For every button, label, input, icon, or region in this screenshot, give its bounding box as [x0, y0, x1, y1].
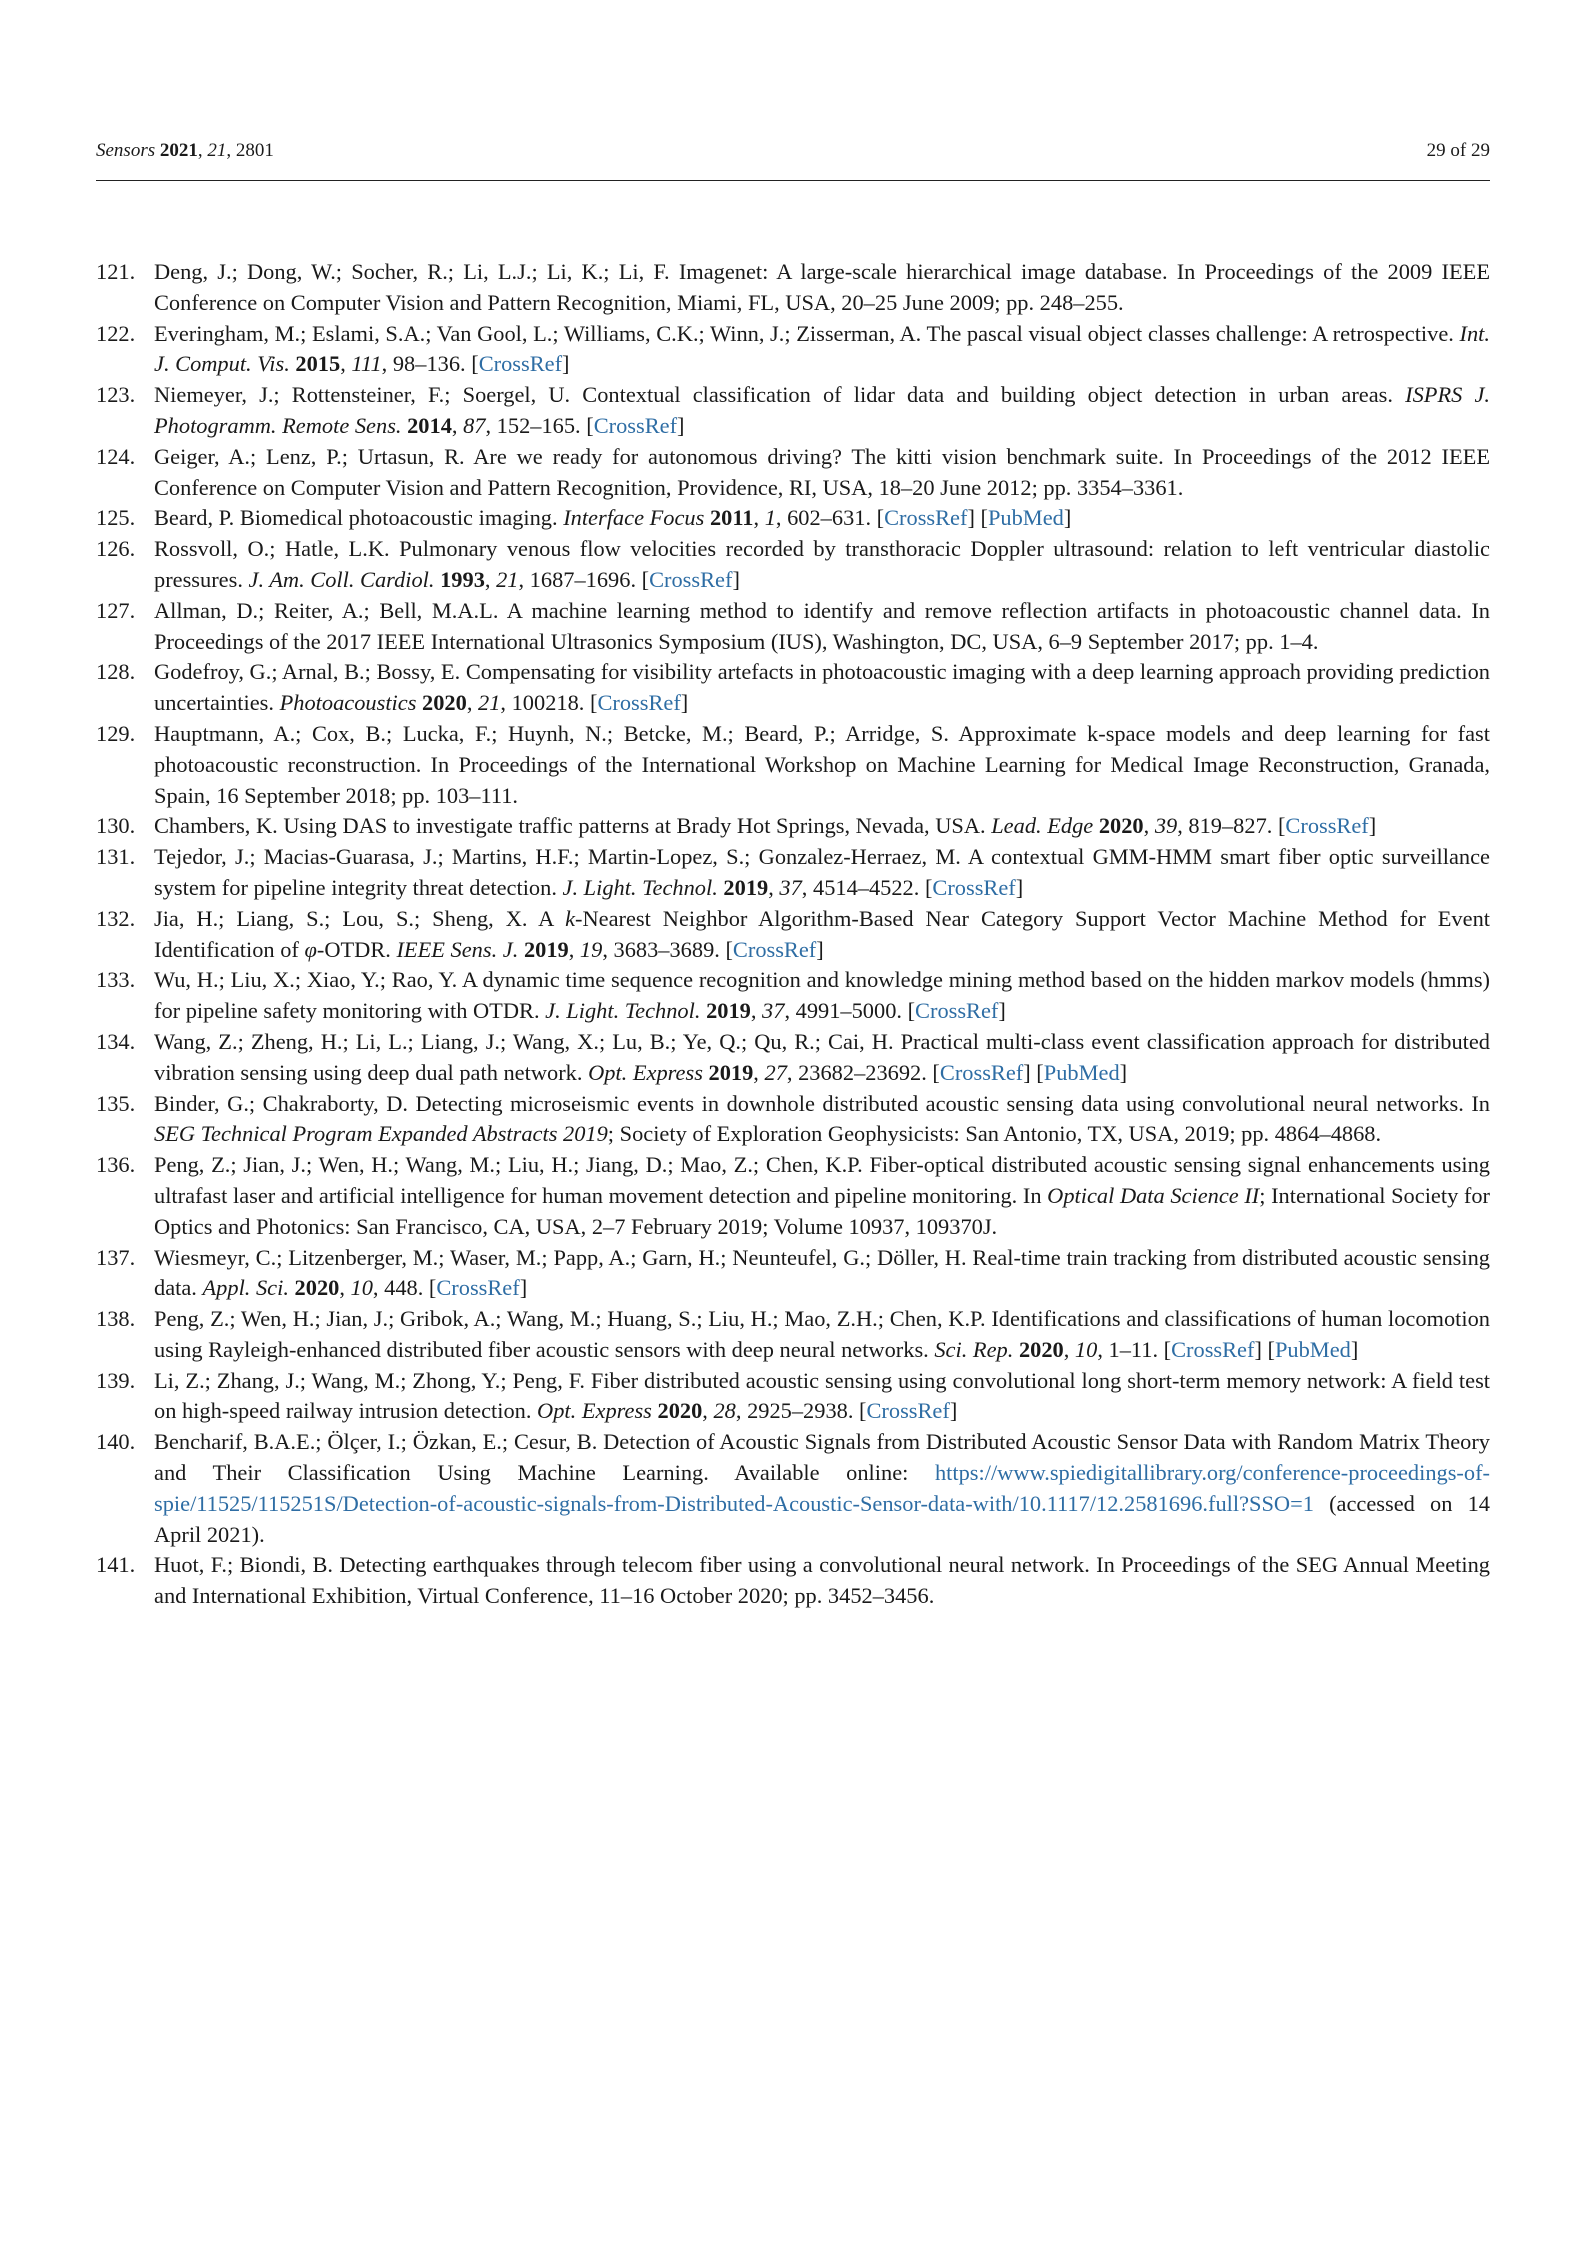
reference-item: [96, 719, 1490, 811]
reference-year: 2011: [709, 505, 754, 531]
reference-text: , 23682–23692. [: [786, 1059, 940, 1085]
reference-italic-text: 1: [764, 505, 776, 531]
reference-text: (accessed on 14 April 2021).: [154, 1490, 1490, 1547]
reference-text: ,: [568, 936, 580, 962]
reference-year: 2020: [294, 1275, 340, 1301]
reference-text: Peng, Z.; Wen, H.; Jian, J.; Gribok, A.; Wang, M.; Huang, S.; Liu, H.; Mao, Z.H.; Chen, K.P. Identifications and classifications of human locomotion using Rayleigh-enhanced distributed fiber acoustic sensors with deep neural networks.: [154, 1306, 1490, 1362]
crossref-link[interactable]: CrossRef: [478, 351, 563, 377]
reference-item: [96, 596, 1490, 658]
reference-italic-text: 37: [779, 874, 802, 900]
reference-number: 140.: [96, 1429, 136, 1455]
reference-number: 125.: [96, 505, 136, 531]
reference-italic-text: Opt. Express: [588, 1059, 703, 1085]
reference-text: ,: [1063, 1336, 1075, 1362]
reference-text: Hauptmann, A.; Cox, B.; Lucka, F.; Huynh, N.; Betcke, M.; Beard, P.; Arridge, S. Approximate k-space models and deep learning for fast photoacoustic reconstruction. In Proceedings of the International Workshop on Machine Learning for Medical Image Reconstruction, Granada, Spain, 16 September 2018; pp. 103–111.: [154, 720, 1490, 808]
reference-year: 1993: [440, 566, 485, 592]
page-header: [96, 136, 1490, 181]
reference-text: ,: [753, 505, 765, 531]
reference-item: [96, 965, 1490, 1027]
reference-text: , 1687–1696. [: [518, 566, 650, 592]
reference-text: ]: [680, 690, 689, 716]
reference-item: [96, 842, 1490, 904]
reference-text: -OTDR.: [316, 936, 397, 962]
reference-text: ,: [1143, 813, 1155, 839]
crossref-link[interactable]: CrossRef: [884, 505, 968, 531]
reference-italic-text: Int. J. Comput. Vis.: [154, 320, 1490, 377]
reference-number: 137.: [96, 1244, 136, 1270]
reference-item: [96, 657, 1490, 719]
reference-number: 135.: [96, 1090, 136, 1116]
reference-italic-text: 37: [762, 998, 785, 1024]
reference-text: Allman, D.; Reiter, A.; Bell, M.A.L. A machine learning method to identify and remove reflection artifacts in photoacoustic channel data. In Proceedings of the 2017 IEEE International Ultrasonics Symposium (IUS), Washington, DC, USA, 6–9 September 2017; pp. 1–4.: [154, 597, 1490, 654]
reference-text: Niemeyer, J.; Rottensteiner, F.; Soergel, U. Contextual classification of lidar data and building object detection in urban areas.: [154, 382, 1406, 408]
reference-text: ; Society of Exploration Geophysicists: San Antonio, TX, USA, 2019; pp. 4864–4868.: [607, 1121, 1382, 1147]
reference-number: 133.: [96, 967, 136, 993]
reference-text: Wu, H.; Liu, X.; Xiao, Y.; Rao, Y. A dynamic time sequence recognition and knowledge mining method based on the hidden markov models (hmms) for pipeline safety monitoring with OTDR.: [154, 967, 1490, 1024]
reference-italic-text: Appl. Sci.: [202, 1275, 289, 1301]
reference-item: [96, 1243, 1490, 1305]
reference-item: [96, 811, 1490, 842]
reference-item: [96, 1427, 1490, 1550]
reference-text: , 4991–5000. [: [784, 998, 916, 1024]
article-number: 2801: [235, 140, 274, 161]
reference-text: Wiesmeyr, C.; Litzenberger, M.; Waser, M.; Papp, A.; Garn, H.; Neunteufel, G.; Döller, H. Real-time train tracking from distributed acoustic sensing data.: [154, 1244, 1490, 1301]
reference-text: , 819–827. [: [1177, 813, 1286, 839]
reference-text: -Nearest Neighbor Algorithm-Based Near Category Support Vector Machine Method for Event Identification of: [154, 905, 1490, 962]
reference-text: ]: [732, 566, 740, 592]
reference-italic-text: 19: [579, 936, 603, 962]
reference-year: 2014: [407, 412, 452, 438]
reference-number: 124.: [96, 443, 136, 469]
reference-italic-text: 39: [1154, 813, 1178, 839]
journal-citation: Sensors 2021, 21, 2801: [96, 140, 274, 161]
reference-text: ,: [702, 1398, 714, 1424]
reference-number: 138.: [96, 1306, 136, 1332]
reference-text: ,: [768, 874, 780, 900]
reference-text: ]: [1063, 505, 1072, 531]
reference-number: 130.: [96, 813, 136, 839]
reference-text: Tejedor, J.; Macias-Guarasa, J.; Martins, H.F.; Martin-Lopez, S.; Gonzalez-Herraez, M. A contextual GMM-HMM smart fiber optic surveillance system for pipeline integrity threat detection.: [154, 844, 1490, 900]
reference-number: 121.: [96, 259, 136, 284]
reference-italic-text: 27: [764, 1059, 787, 1085]
pubmed-link[interactable]: PubMed: [987, 505, 1064, 531]
reference-text: ,: [451, 412, 464, 438]
reference-text: Peng, Z.; Jian, J.; Wen, H.; Wang, M.; Liu, H.; Jiang, D.; Mao, Z.; Chen, K.P. Fiber-optical distributed acoustic sensing signal enhancements using ultrafast laser and artificial intelligence for human movement detection and pipeline monitoring. In: [154, 1152, 1490, 1208]
reference-number: 131.: [96, 844, 136, 870]
reference-italic-text: k: [565, 905, 576, 931]
reference-text: ]: [677, 412, 685, 438]
reference-item: [96, 319, 1490, 381]
reference-text: ]: [519, 1275, 528, 1301]
crossref-link[interactable]: CrossRef: [932, 874, 1016, 900]
reference-italic-text: J. Light. Technol.: [562, 874, 718, 900]
reference-text: , 4514–4522. [: [801, 874, 933, 900]
reference-text: ,: [466, 690, 479, 716]
crossref-link[interactable]: CrossRef: [1171, 1336, 1255, 1362]
reference-text: , 98–136. [: [381, 351, 479, 377]
reference-text: ] [: [1254, 1336, 1275, 1362]
reference-text: ]: [562, 351, 570, 377]
reference-italic-text: 21: [478, 690, 501, 716]
reference-text: Wang, Z.; Zheng, H.; Li, L.; Liang, J.; Wang, X.; Lu, B.; Ye, Q.; Qu, R.; Cai, H. Practical multi-class event classification approach for distributed vibration sensing using deep dual path network.: [154, 1028, 1490, 1085]
crossref-link[interactable]: CrossRef: [593, 412, 678, 438]
reference-italic-text: Optical Data Science II: [1047, 1182, 1260, 1208]
reference-text: Li, Z.; Zhang, J.; Wang, M.; Zhong, Y.; Peng, F. Fiber distributed acoustic sensing using convolutional long short-term memory network: A field test on high-speed railway intrusion detection.: [154, 1367, 1490, 1424]
reference-number: 128.: [96, 659, 136, 685]
reference-italic-text: Opt. Express: [537, 1398, 652, 1424]
reference-text: ]: [1119, 1059, 1128, 1085]
reference-text: Godefroy, G.; Arnal, B.; Bossy, E. Compensating for visibility artefacts in photoacoustic imaging with a deep learning approach providing prediction uncertainties.: [154, 659, 1490, 716]
reference-year: 2019: [523, 936, 569, 962]
reference-italic-text: 28: [713, 1398, 736, 1424]
reference-number: 126.: [96, 536, 136, 562]
reference-item: [96, 904, 1490, 966]
reference-year: 2019: [708, 1059, 754, 1085]
reference-text: ] [: [967, 505, 988, 531]
reference-italic-text: φ: [304, 936, 317, 962]
crossref-link[interactable]: CrossRef: [649, 566, 733, 592]
crossref-link[interactable]: CrossRef: [939, 1059, 1024, 1085]
reference-number: 139.: [96, 1367, 136, 1393]
reference-number: 134.: [96, 1028, 136, 1054]
reference-italic-text: Photoacoustics: [279, 690, 417, 716]
reference-text: Huot, F.; Biondi, B. Detecting earthquakes through telecom fiber using a convolutional neural network. In Proceedings of the SEG Annual Meeting and International Exhibition, Virtual Conference, 11–16 October 2020; pp. 3452–3456.: [154, 1552, 1490, 1609]
reference-text: , 1–11. [: [1097, 1336, 1172, 1362]
reference-text: ]: [1350, 1336, 1359, 1362]
reference-item: [96, 1550, 1490, 1612]
reference-text: Bencharif, B.A.E.; Ölçer, I.; Özkan, E.; Cesur, B. Detection of Acoustic Signals from Distributed Acoustic Sensor Data with Random Matrix Theory and Their Classification Using Machine Learning. Available online:: [154, 1429, 1490, 1486]
reference-text: Beard, P. Biomedical photoacoustic imaging.: [154, 505, 564, 531]
reference-text: , 602–631. [: [775, 505, 885, 531]
reference-number: 136.: [96, 1152, 136, 1178]
reference-italic-text: ISPRS J. Photogramm. Remote Sens.: [154, 382, 1490, 438]
reference-text: ,: [750, 998, 763, 1024]
reference-italic-text: Lead. Edge: [991, 813, 1094, 839]
reference-year: 2020: [657, 1398, 703, 1424]
reference-italic-text: 21: [496, 566, 519, 592]
reference-text: Binder, G.; Chakraborty, D. Detecting microseismic events in downhole distributed acoustic sensing data using convolutional neural networks. In: [154, 1090, 1490, 1116]
reference-item: [96, 1366, 1490, 1428]
reference-italic-text: Sci. Rep.: [934, 1336, 1014, 1362]
reference-text: Chambers, K. Using DAS to investigate traffic patterns at Brady Hot Springs, Nevada, USA.: [154, 813, 992, 839]
reference-item: [96, 503, 1490, 534]
reference-item: [96, 534, 1490, 596]
reference-url-link[interactable]: https://www.spiedigitallibrary.org/conference-proceedings-of-spie/11525/115251S/Detection-of-acoustic-signals-from-Distributed-Acoustic-Sensor-data-with/10.1117/12.2581696.full?SSO=1: [154, 1460, 1490, 1516]
reference-item: [96, 1027, 1490, 1089]
reference-italic-text: 87: [463, 412, 486, 438]
reference-item: [96, 257, 1490, 319]
reference-italic-text: J. Light. Technol.: [545, 998, 701, 1024]
crossref-link[interactable]: CrossRef: [436, 1275, 520, 1301]
reference-number: 141.: [96, 1552, 136, 1578]
reference-text: ]: [1015, 874, 1024, 900]
reference-text: ; International Society for Optics and Photonics: San Francisco, CA, USA, 2–7 February 2019; Volume 10937, 109370J.: [154, 1182, 1490, 1239]
reference-text: ,: [753, 1059, 765, 1085]
reference-text: Deng, J.; Dong, W.; Socher, R.; Li, L.J.; Li, K.; Li, F. Imagenet: A large-scale hierarchical image database. In Proceedings of the 2009 IEEE Conference on Computer Vision and Pattern Recognition, Miami, FL, USA, 20–25 June 2009; pp. 248–255.: [154, 259, 1490, 315]
crossref-link[interactable]: CrossRef: [1285, 813, 1369, 839]
crossref-link[interactable]: CrossRef: [915, 998, 999, 1024]
reference-year: 2020: [1018, 1336, 1064, 1362]
journal-name: Sensors: [96, 140, 156, 161]
reference-number: 132.: [96, 905, 136, 931]
reference-text: ]: [1368, 813, 1377, 839]
reference-text: , 100218. [: [500, 690, 598, 716]
reference-italic-text: J. Am. Coll. Cardiol.: [248, 566, 435, 592]
reference-italic-text: 10: [1074, 1336, 1098, 1362]
reference-item: [96, 1089, 1490, 1151]
reference-text: ]: [949, 1398, 958, 1424]
reference-text: ,: [484, 566, 497, 592]
reference-italic-text: IEEE Sens. J.: [396, 936, 519, 962]
reference-text: , 2925–2938. [: [735, 1398, 867, 1424]
reference-text: , 448. [: [372, 1275, 437, 1301]
reference-italic-text: 111: [351, 351, 382, 377]
reference-text: Everingham, M.; Eslami, S.A.; Van Gool, L.; Williams, C.K.; Winn, J.; Zisserman, A. The pascal visual object classes challenge: A retrospective.: [154, 320, 1460, 346]
reference-item: [96, 380, 1490, 442]
reference-text: ,: [340, 351, 352, 377]
reference-text: , 3683–3689. [: [602, 936, 733, 962]
reference-text: , 152–165. [: [485, 412, 594, 438]
reference-item: [96, 442, 1490, 504]
reference-text: Geiger, A.; Lenz, P.; Urtasun, R. Are we ready for autonomous driving? The kitti vision benchmark suite. In Proceedings of the 2012 IEEE Conference on Computer Vision and Pattern Recognition, Providence, RI, USA, 18–20 June 2012; pp. 3354–3361.: [154, 443, 1490, 500]
reference-number: 127.: [96, 597, 136, 623]
crossref-link[interactable]: CrossRef: [866, 1398, 950, 1424]
reference-text: ,: [339, 1275, 351, 1301]
reference-year: 2020: [422, 690, 467, 716]
journal-year: 2021: [159, 140, 198, 161]
reference-number: 123.: [96, 382, 136, 408]
reference-list: [96, 257, 1490, 1612]
reference-number: 122.: [96, 320, 136, 346]
reference-item: [96, 1304, 1490, 1366]
journal-volume: 21: [207, 140, 227, 161]
reference-number: 129.: [96, 720, 136, 746]
reference-text: ]: [816, 936, 824, 962]
reference-item: [96, 1150, 1490, 1242]
crossref-link[interactable]: CrossRef: [732, 936, 817, 962]
reference-text: ] [: [1023, 1059, 1044, 1085]
reference-year: 2015: [295, 351, 341, 377]
reference-italic-text: 10: [350, 1275, 373, 1301]
reference-italic-text: SEG Technical Program Expanded Abstracts 2019: [154, 1121, 608, 1147]
reference-year: 2020: [1098, 813, 1144, 839]
pubmed-link[interactable]: PubMed: [1043, 1059, 1120, 1085]
reference-text: Jia, H.; Liang, S.; Lou, S.; Sheng, X. A: [154, 905, 566, 931]
reference-year: 2019: [723, 874, 769, 900]
reference-year: 2019: [706, 998, 751, 1024]
reference-text: Rossvoll, O.; Hatle, L.K. Pulmonary venous flow velocities recorded by transthoracic Doppler ultrasound: relation to left ventricular diastolic pressures.: [154, 536, 1490, 592]
reference-text: ]: [998, 998, 1006, 1024]
pubmed-link[interactable]: PubMed: [1274, 1336, 1351, 1362]
crossref-link[interactable]: CrossRef: [597, 690, 681, 716]
page-number: 29 of 29: [1426, 140, 1490, 161]
reference-italic-text: Interface Focus: [563, 505, 705, 531]
